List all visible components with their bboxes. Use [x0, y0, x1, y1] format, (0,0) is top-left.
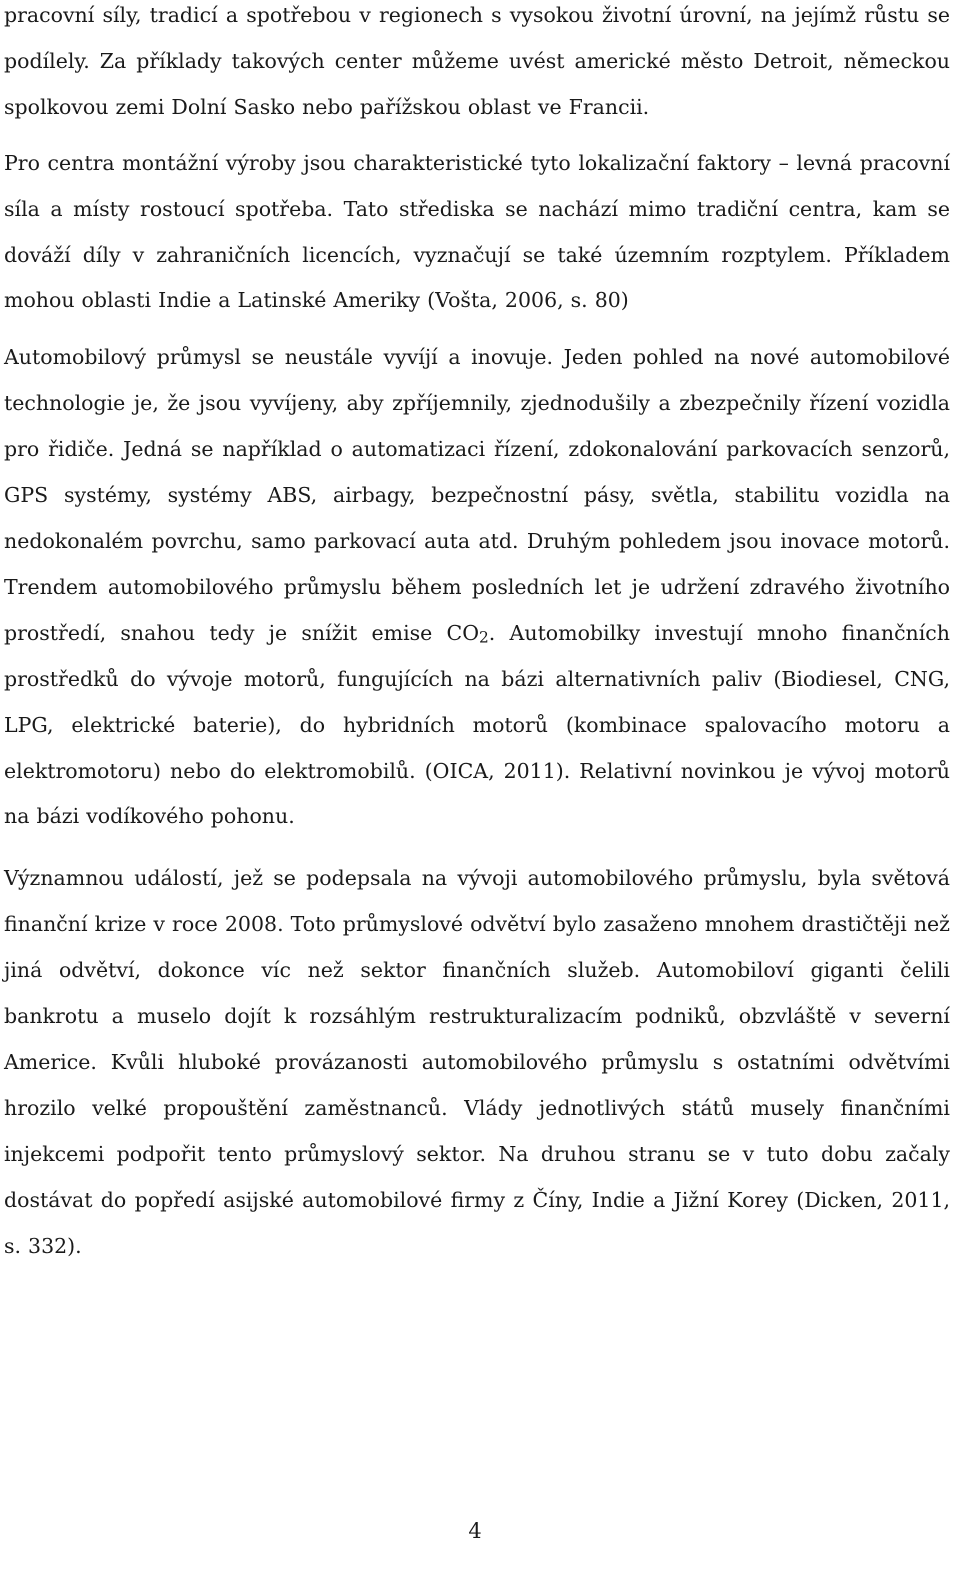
document-body: [4, 0, 950, 1269]
paragraph-assembly-centers: Pro centra montážní výroby jsou charakteristické tyto lokalizační faktory – levná pracovní síla a místy rostoucí spotřeba. Tato střediska se nachází mimo tradiční centra, kam se dováží díly v zahraničních licencích, vyznačují se také územním rozptylem. Příkladem mohou oblasti Indie a Latinské Ameriky (Vošta, 2006, s. 80): [4, 150, 950, 313]
paragraph-innovation-part-2: . Automobilky investují mnoho finančních prostředků do vývoje motorů, fungujících na bázi alternativních paliv (Biodiesel, CNG, LPG, elektrické baterie), do hybridních motorů (kombinace spalovacího motoru a elektromotoru) nebo do elektromobilů. (OICA, 2011). Relativní novinkou je vývoj motorů na bázi vodíkového pohonu.: [4, 620, 950, 829]
paragraph-automotive-centers: pracovní síly, tradicí a spotřebou v regionech s vysokou životní úrovní, na jejímž růstu se podílely. Za příklady takových center můžeme uvést americké město Detroit, německou spolkovou zemi Dolní Sasko nebo pařížskou oblast ve Francii.: [4, 3, 950, 119]
paragraph-innovation: [4, 335, 950, 840]
co2-subscript: 2: [479, 628, 489, 647]
page-number: 4: [468, 1519, 482, 1543]
paragraph-financial-crisis: Významnou událostí, jež se podepsala na vývoji automobilového průmyslu, byla světová finanční krize v roce 2008. Toto průmyslové odvětví bylo zasaženo mnohem drastičtěji než jiná odvětví, dokonce víc než sektor finančních služeb. Automobiloví giganti čelili bankrotu a muselo dojít k rozsáhlým restrukturalizacím podniků, obzvláště v severní Americe. Kvůli hluboké provázanosti automobilového průmyslu s ostatními odvětvími hrozilo velké propouštění zaměstnanců. Vlády jednotlivých států musely finančními injekcemi podpořit tento průmyslový sektor. Na druhou stranu se v tuto dobu začaly dostávat do popředí asijské automobilové firmy z Číny, Indie a Jižní Korey (Dicken, 2011, s. 332).: [4, 866, 950, 1258]
paragraph-innovation-part-1: Automobilový průmysl se neustále vyvíjí a inovuje. Jeden pohled na nové automobilové technologie je, že jsou vyvíjeny, aby zpříjemnily, zjednodušily a zbezpečnily řízení vozidla pro řidiče. Jedná se například o automatizaci řízení, zdokonalování parkovacích senzorů, GPS systémy, systémy ABS, airbagy, bezpečnostní pásy, světla, stabilitu vozidla na nedokonalém povrchu, samo parkovací auta atd. Druhým pohledem jsou inovace motorů. Trendem automobilového průmyslu během posledních let je udržení zdravého životního prostředí, snahou tedy je snížit emise CO: [4, 345, 950, 645]
